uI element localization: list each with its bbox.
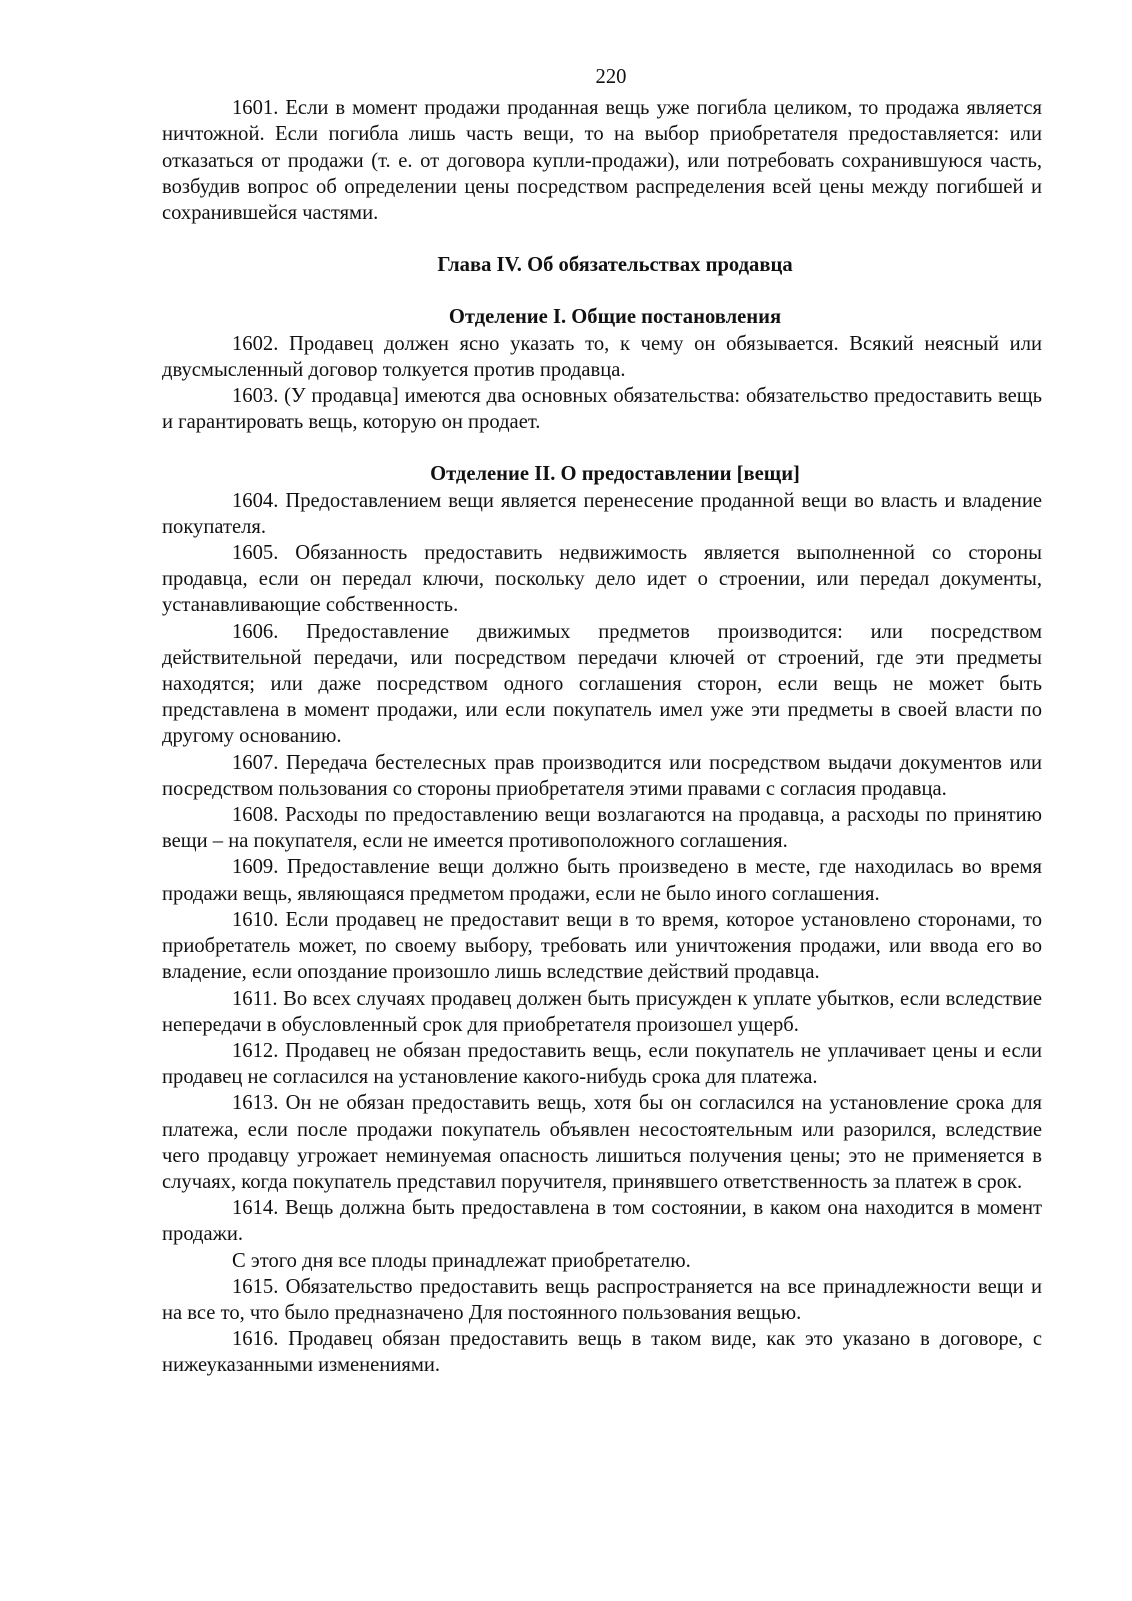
- document-page: [162, 64, 1042, 1379]
- article-1613: 1613. Он не обязан предоставить вещь, хотя бы он согласился на установление срока для платежа, если после продажи покупатель объявлен несостоятельным или разорился, вследствие чего продавцу угрожает неминуемая опасность лишиться получения цены; это не применяется в случаях, когда покупатель представил поручителя, принявшего ответственность за платеж в срок.: [162, 1092, 1042, 1193]
- article-1606: 1606. Предоставление движимых предметов производится: или посредством действительной передачи, или посредством передачи ключей от строений, где эти предметы находятся; или даже посредством одного соглашения сторон, если вещь не может быть представлена в момент продажи, или если покупатель имел уже эти предметы в своей власти по другому основанию.: [162, 620, 1042, 748]
- section-1-title: Отделение I. Общие постановления: [448, 306, 782, 329]
- article-1610: 1610. Если продавец не предоставит вещи в то время, которое установлено сторонами, то приобретатель может, по своему выбору, требовать или уничтожения продажи, или ввода его во владение, если опоздание произошло лишь вследствие действий продавца.: [162, 908, 1042, 984]
- article-1614-continuation: С этого дня все плоды принадлежат приобретателю.: [232, 1249, 691, 1272]
- article-1615: 1615. Обязательство предоставить вещь распространяется на все принадлежности вещи и на все то, что было предназначено Для постоянного пользования вещью.: [162, 1275, 1042, 1324]
- article-1603: 1603. (У продавца] имеются два основных обязательства: обязательство предоставить вещь и гарантировать вещь, которую он продает.: [162, 385, 1042, 434]
- article-1604: 1604. Предоставлением вещи является перенесение проданной вещи во власть и владение покупателя.: [162, 489, 1042, 538]
- article-1608: 1608. Расходы по предоставлению вещи возлагаются на продавца, а расходы по принятию вещи – на покупателя, если не имеется противоположного соглашения.: [162, 804, 1042, 853]
- article-1607: 1607. Передача бестелесных прав производится или посредством выдачи документов или посредством пользования со стороны приобретателя этими правами с согласия продавца.: [162, 751, 1042, 800]
- article-1614: 1614. Вещь должна быть предоставлена в том состоянии, в каком она находится в момент продажи.: [162, 1197, 1042, 1246]
- article-1602: 1602. Продавец должен ясно указать то, к чему он обязывается. Всякий неясный или двусмысленный договор толкуется против продавца.: [162, 332, 1042, 381]
- article-1609: 1609. Предоставление вещи должно быть произведено в месте, где находилась во время продажи вещь, являющаяся предметом продажи, если не было иного соглашения.: [162, 856, 1042, 905]
- article-1601: 1601. Если в момент продажи проданная вещь уже погибла целиком, то продажа является ничтожной. Если погибла лишь часть вещи, то на выбор приобретателя предоставляется: или отказаться от продажи (т. е. от договора купли-продажи), или потребовать сохранившуюся часть, возбудив вопрос об определении цены посредством распределения всей цены между погибшей и сохранившейся частями.: [162, 97, 1042, 225]
- chapter-title: Глава IV. Об обязательствах продавца: [437, 254, 793, 277]
- article-1616: 1616. Продавец обязан предоставить вещь в таком виде, как это указано в договоре, с нижеуказанными изменениями.: [162, 1328, 1042, 1377]
- article-1605: 1605. Обязанность предоставить недвижимость является выполненной со стороны продавца, если он передал ключи, поскольку дело идет о строении, или передал документы, устанавливающие собственность.: [162, 542, 1042, 617]
- article-1611: 1611. Во всех случаях продавец должен быть присужден к уплате убытков, если вследствие непередачи в обусловленный срок для приобретателя произошел ущерб.: [162, 987, 1042, 1036]
- article-1612: 1612. Продавец не обязан предоставить вещь, если покупатель не уплачивает цены и если продавец не согласился на установление какого-нибудь срока для платежа.: [162, 1039, 1042, 1089]
- section-2-title: Отделение II. О предоставлении [вещи]: [430, 463, 800, 486]
- page-number: 220: [595, 66, 627, 88]
